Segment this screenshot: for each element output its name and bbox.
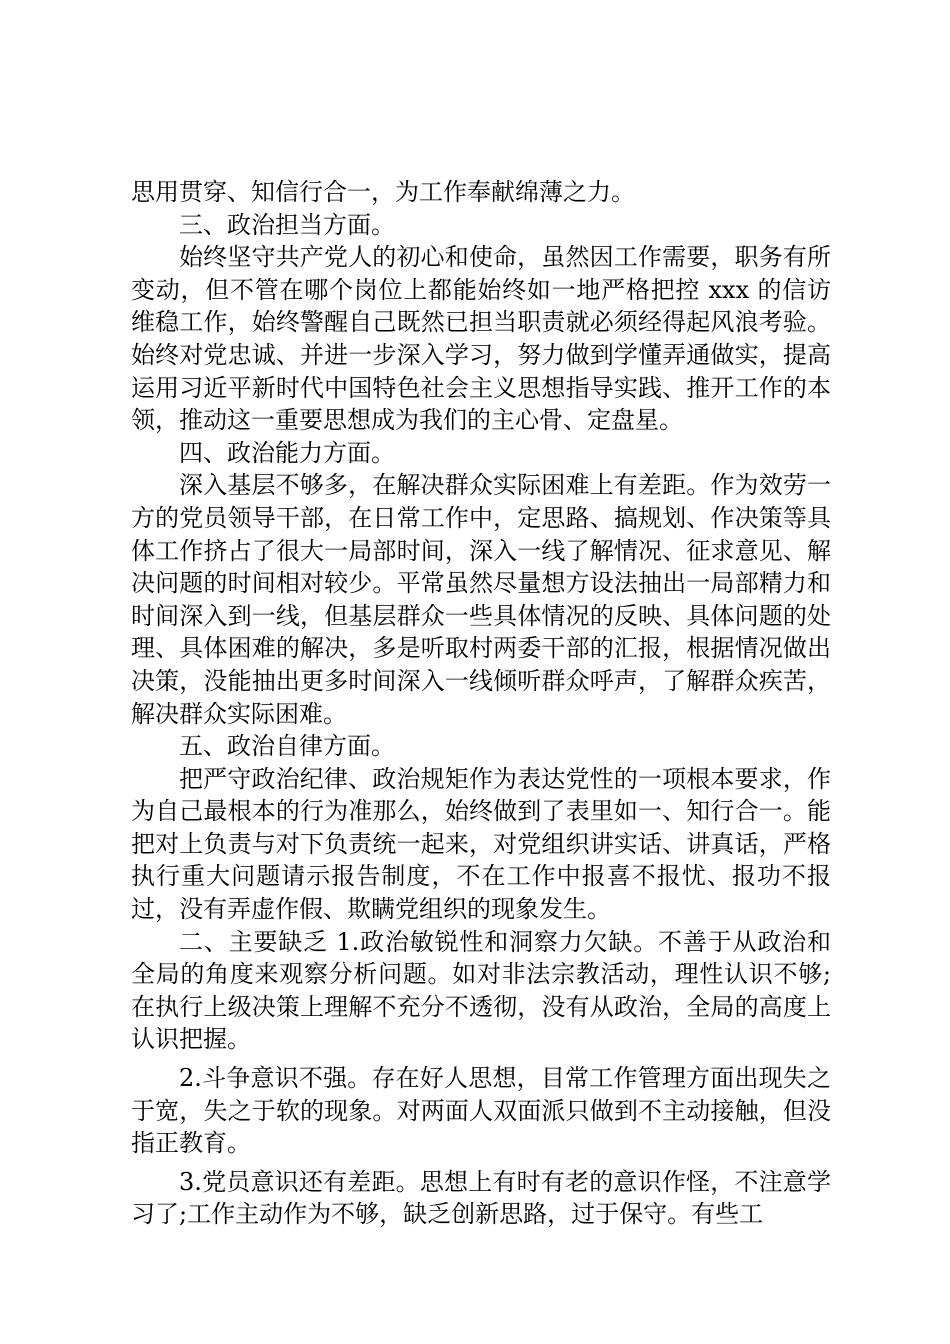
paragraph-political-self-discipline: 把严守政治纪律、政治规矩作为表达党性的一项根本要求，作为自己最根本的行为准那么，始终做到了表里如一、知行合一。能把对上负责与对下负责统一起来，对党组织讲实话、讲真话，严格执行重大问题请示报告制度，不在工作中报喜不报忧、报功不报过，没有弄虚作假、欺瞒党组织的现象发生。 bbox=[131, 764, 831, 924]
heading-political-self-discipline: 五、政治自律方面。 bbox=[179, 732, 395, 761]
document-body bbox=[131, 176, 831, 1231]
paragraph-shortcoming-2: 2.斗争意识不强。存在好人思想，目常工作管理方面出现失之于宽，失之于软的现象。对两面人双面派只做到不主动接触，但没指正教育。 bbox=[131, 1064, 831, 1158]
paragraph-political-responsibility: 始终坚守共产党人的初心和使命，虽然因工作需要，职务有所变动，但不管在哪个岗位上都能始终如一地严格把控 xxx 的信访维稳工作，始终警醒自己既然已担当职责就必须经得起风浪考验。始终对党忠诚、并进一步深入学习，努力做到学懂弄通做实，提高运用习近平新时代中国特色社会主义思想指导实践、推开工作的本领，推动这一重要思想成为我们的主心骨、定盘星。 bbox=[131, 243, 831, 435]
paragraph-continuation: 思用贯穿、知信行合一，为工作奉献绵薄之力。 bbox=[131, 178, 635, 206]
heading-political-ability: 四、政治能力方面。 bbox=[179, 438, 395, 467]
heading-political-responsibility: 三、政治担当方面。 bbox=[179, 210, 395, 239]
paragraph-main-shortcomings: 二、主要缺乏 1.政治敏锐性和洞察力欠缺。不善于从政治和全局的角度来观察分析问题。如对非法宗教活动，理性认识不够;在执行上级决策上理解不充分不透彻，没有从政治，全局的高度上认识把握。 bbox=[131, 927, 831, 1054]
paragraph-political-ability: 深入基层不够多，在解决群众实际困难上有差距。作为效劳一方的党员领导干部，在日常工作中，定思路、搞规划、作决策等具体工作挤占了很大一局部时间，深入一线了解情况、征求意见、解决问题的时间相对较少。平常虽然尽量想方设法抽出一局部精力和时间深入到一线，但基层群众一些具体情况的反映、具体问题的处理、具体困难的解决，多是听取村两委干部的汇报，根据情况做出决策，没能抽出更多时间深入一线倾听群众呼声，了解群众疾苦，解决群众实际困难。 bbox=[131, 471, 831, 728]
paragraph-shortcoming-3: 3.党员意识还有差距。思想上有时有老的意识作怪，不注意学习了;工作主动作为不够，缺乏创新思路，过于保守。有些工 bbox=[131, 1167, 831, 1229]
